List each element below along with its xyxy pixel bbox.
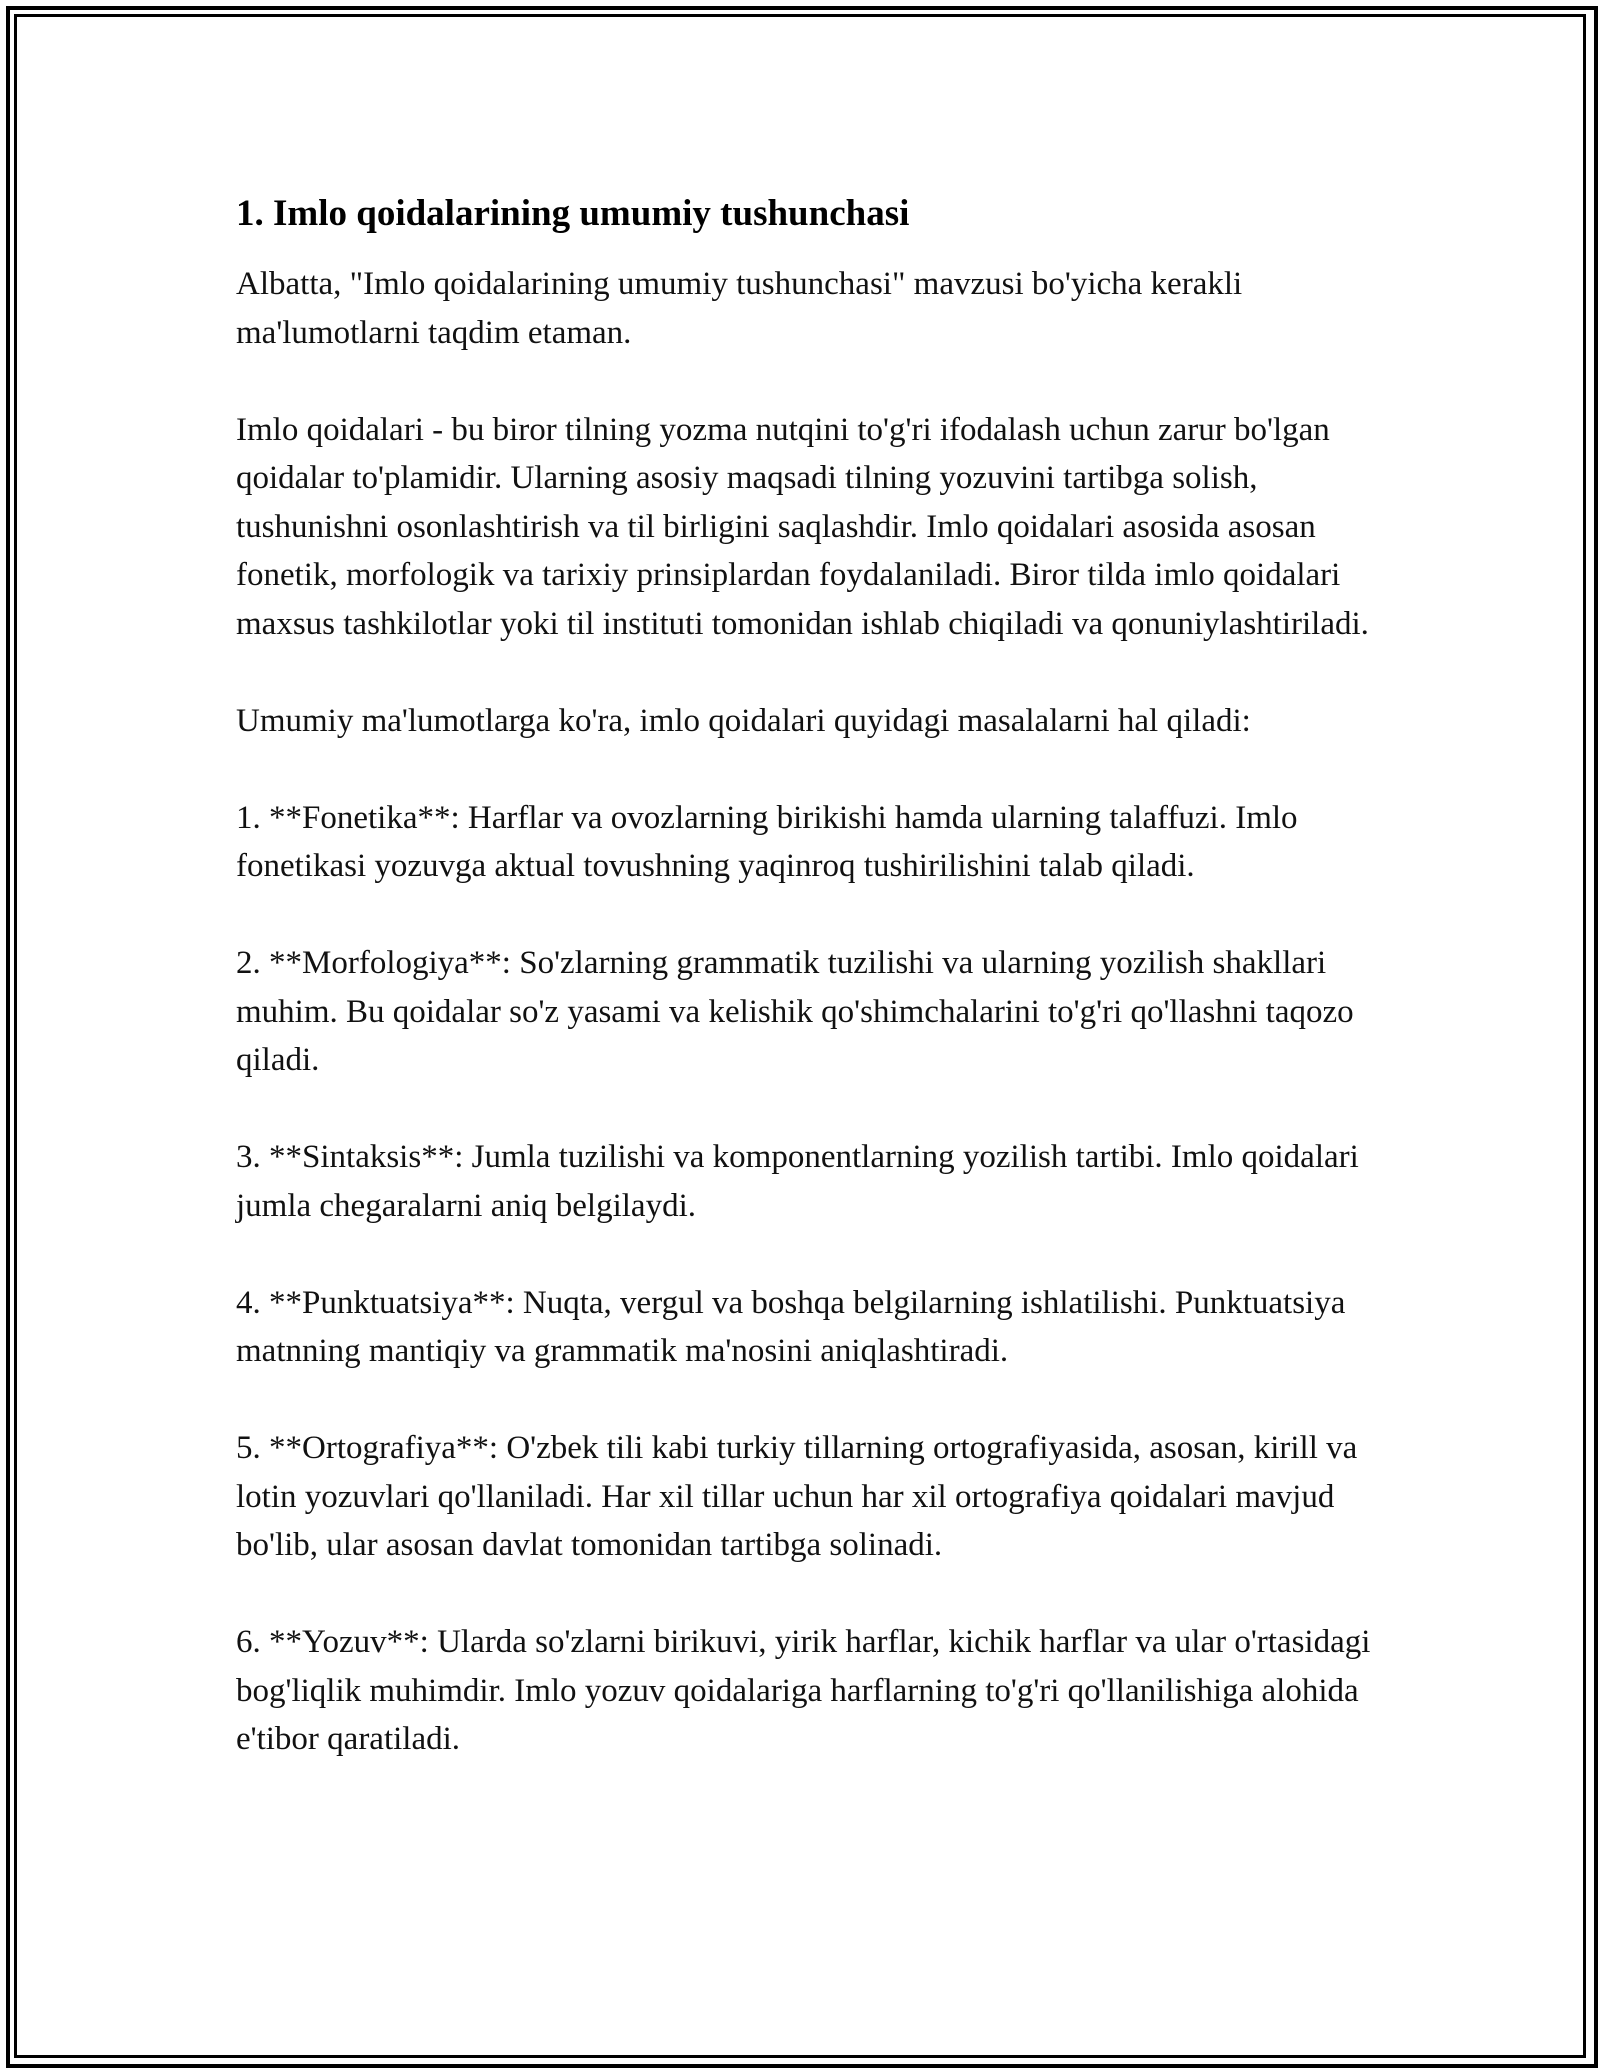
document-title: 1. Imlo qoidalarining umumiy tushunchasi xyxy=(236,193,910,234)
intro-paragraph: Albatta, "Imlo qoidalarining umumiy tushunchasi" mavzusi bo'yicha kerakli ma'lumotlarni taqdim etaman. xyxy=(236,266,1243,351)
document-body xyxy=(236,186,1386,1812)
list-item-punktuatsiya: 4. **Punktuatsiya**: Nuqta, vergul va boshqa belgilarning ishlatilishi. Punktuatsiya matnning mantiqiy va grammatik ma'nosini aniqlashtiradi. xyxy=(236,1284,1346,1369)
list-item-yozuv: 6. **Yozuv**: Ularda so'zlarni birikuvi, yirik harflar, kichik harflar va ular o'rtasidagi bog'liqlik muhimdir. Imlo yozuv qoidalariga harflarning to'g'ri qo'llanilishiga alohida e'tibor qaratiladi. xyxy=(236,1624,1371,1757)
list-item-fonetika: 1. **Fonetika**: Harflar va ovozlarning birikishi hamda ularning talaffuzi. Imlo fonetikasi yozuvga aktual tovushning yaqinroq tushirilishini talab qiladi. xyxy=(236,799,1298,884)
definition-paragraph: Imlo qoidalari - bu biror tilning yozma nutqini to'g'ri ifodalash uchun zarur bo'lgan qoidalar to'plamidir. Ularning asosiy maqsadi tilning yozuvini tartibga solish, tushunishni osonlashtirish va til birligini saqlashdir. Imlo qoidalari asosida asosan fonetik, morfologik va tarixiy prinsiplardan foydalaniladi. Biror tilda imlo qoidalari maxsus tashkilotlar yoki til instituti tomonidan ishlab chiqiladi va qonuniylashtiriladi. xyxy=(236,411,1369,642)
list-item-ortografiya: 5. **Ortografiya**: O'zbek tili kabi turkiy tillarning ortografiyasida, asosan, kirill va lotin yozuvlari qo'llaniladi. Har xil tillar uchun har xil ortografiya qoidalari mavjud bo'lib, ular asosan davlat tomonidan tartibga solinadi. xyxy=(236,1430,1358,1563)
list-item-sintaksis: 3. **Sintaksis**: Jumla tuzilishi va komponentlarning yozilish tartibi. Imlo qoidalari jumla chegaralarni aniq belgilaydi. xyxy=(236,1139,1359,1224)
list-item-morfologiya: 2. **Morfologiya**: So'zlarning grammatik tuzilishi va ularning yozilish shakllari muhim. Bu qoidalar so'z yasami va kelishik qo'shimchalarini to'g'ri qo'llashni taqozo qiladi. xyxy=(236,945,1354,1078)
list-intro-paragraph: Umumiy ma'lumotlarga ko'ra, imlo qoidalari quyidagi masalalarni hal qiladi: xyxy=(236,702,1251,739)
